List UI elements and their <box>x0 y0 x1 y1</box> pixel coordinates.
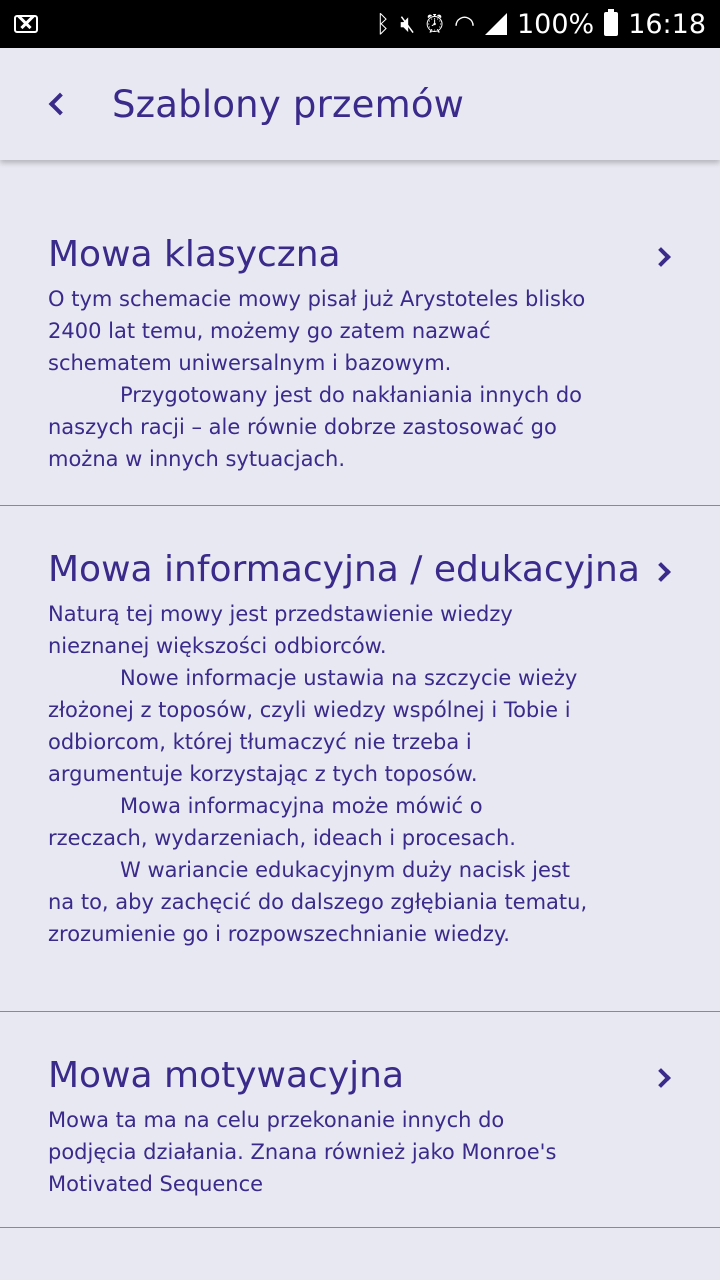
signal-icon <box>485 13 507 35</box>
back-button[interactable] <box>22 69 92 139</box>
item-paragraph: Nowe informacje ustawia na szczycie wieży złożonej z toposów, czyli wiedzy wspólnej i Tobie i odbiorcom, której tłumaczyć nie trzeba i argumentuje korzystając z tych toposów. <box>48 666 578 786</box>
page-title: Szablony przemów <box>112 82 465 126</box>
wifi-icon: ◠ <box>454 10 475 38</box>
bluetooth-icon: ᛒ <box>375 10 391 38</box>
list-item-mowa-klasyczna[interactable] <box>0 160 720 506</box>
item-paragraph: Mowa informacyjna może mówić o rzeczach, wydarzeniach, ideach i procesach. <box>48 794 516 850</box>
item-description <box>48 283 588 475</box>
item-paragraph: W wariancie edukacyjnym duży nacisk jest na to, aby zachęcić do dalszego zgłębiania tematu, zrozumienie go i rozpowszechnianie wiedzy. <box>48 858 588 946</box>
item-title: Mowa klasyczna <box>48 234 341 275</box>
item-title: Mowa informacyjna / edukacyjna <box>48 549 640 590</box>
item-paragraph: Naturą tej mowy jest przedstawienie wiedzy nieznanej większości odbiorców. <box>48 602 513 658</box>
item-title: Mowa motywacyjna <box>48 1055 405 1096</box>
item-description <box>48 598 588 950</box>
item-paragraph: Przygotowany jest do nakłaniania innych do naszych racji – ale równie dobrze zastosować go można w innych sytuacjach. <box>48 383 583 471</box>
clock: 16:18 <box>628 8 706 40</box>
status-bar <box>0 0 720 48</box>
list-item-mowa-motywacyjna[interactable] <box>0 1012 720 1228</box>
template-list <box>0 160 720 1228</box>
battery-percent: 100% <box>516 8 595 40</box>
alarm-icon: ⏰︎ <box>425 10 445 38</box>
battery-icon <box>604 12 618 36</box>
app-bar <box>0 48 720 160</box>
list-item-mowa-informacyjna[interactable] <box>0 506 720 1012</box>
chevron-left-icon <box>49 93 72 116</box>
gmail-icon <box>14 15 38 33</box>
item-description <box>48 1104 588 1200</box>
mute-icon: 🔇︎ <box>400 10 416 38</box>
item-paragraph: O tym schemacie mowy pisał już Arystoteles blisko 2400 lat temu, możemy go zatem nazwać schematem uniwersalnym i bazowym. <box>48 287 586 375</box>
item-paragraph: Mowa ta ma na celu przekonanie innych do podjęcia działania. Znana również jako Monroe's Motivated Sequence <box>48 1108 557 1196</box>
